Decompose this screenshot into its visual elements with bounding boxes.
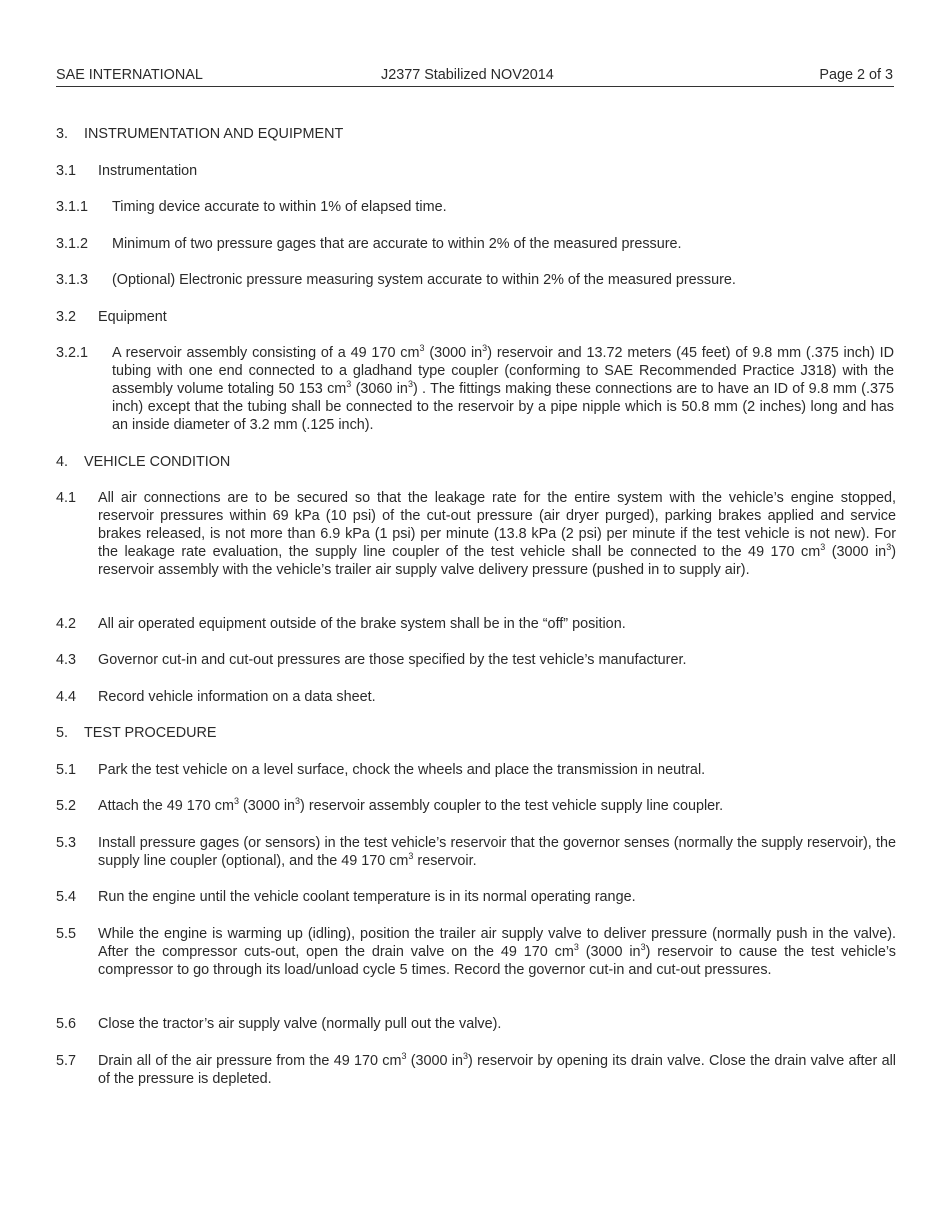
section-number: 3.1	[56, 163, 77, 179]
section-number: 4.4	[56, 689, 77, 705]
section-text: (Optional) Electronic pressure measuring system accurate to within 2% of the measured pressure.	[112, 272, 736, 288]
page-header	[56, 66, 894, 87]
section-number: 3.	[56, 126, 69, 142]
section-number: 4.2	[56, 616, 77, 632]
section-text: Governor cut-in and cut-out pressures are those specified by the test vehicle’s manufacturer.	[98, 652, 687, 668]
section-number: 5.5	[56, 926, 77, 942]
section-text: Drain all of the air pressure from the 49 170 $cm^3$ (3000 $in^3$) reservoir by opening its drain valve. Close the drain valve after all of the pressure is depleted.	[98, 1051, 896, 1087]
section-title: Equipment	[98, 309, 167, 325]
section-title: VEHICLE CONDITION	[84, 454, 231, 470]
section-number: 4.1	[56, 490, 77, 506]
section-text: Install pressure gages (or sensors) in the test vehicle’s reservoir that the governor senses (normally the supply reservoir), the supply line coupler (optional), and the 49 170 $cm^3$ reservoir.	[98, 835, 896, 869]
section-number: 5.4	[56, 889, 77, 905]
header-organization: SAE INTERNATIONAL	[56, 67, 203, 83]
section-number: 3.2.1	[56, 345, 89, 361]
header-document-id: J2377 Stabilized NOV2014	[381, 67, 554, 83]
section-title: Instrumentation	[98, 163, 198, 179]
section-text: Timing device accurate to within 1% of elapsed time.	[112, 199, 447, 215]
section-number: 3.1.3	[56, 272, 89, 288]
section-text: Close the tractor’s air supply valve (normally pull out the valve).	[98, 1016, 502, 1032]
section-number: 5.6	[56, 1016, 77, 1032]
section-number: 5.	[56, 725, 69, 741]
section-number: 5.2	[56, 798, 77, 814]
section-text: Attach the 49 170 $cm^3$ (3000 $in^3$) reservoir assembly coupler to the test vehicle supply line coupler.	[98, 796, 724, 814]
section-number: 4.	[56, 454, 69, 470]
header-page-number: Page 2 of 3	[819, 67, 893, 83]
section-number: 5.7	[56, 1053, 77, 1069]
section-number: 5.1	[56, 762, 77, 778]
section-number: 4.3	[56, 652, 77, 668]
section-text: Park the test vehicle on a level surface, chock the wheels and place the transmission in neutral.	[98, 762, 706, 778]
section-number: 5.3	[56, 835, 77, 851]
section-number: 3.1.2	[56, 236, 89, 252]
section-text: A reservoir assembly consisting of a 49 170 $cm^3$ (3000 $in^3$) reservoir and 13.72 meters (45 feet) of 9.8 mm (.375 inch) ID tubing with one end connected to a gladhand type coupler (conforming to SAE Recommended Practice J318) with the assembly volume totaling 50 153 $cm^3$ (3060 $in^3$) . The fittings making these connections are to have an ID of 9.8 mm (.375 inch) except that the tubing shall be connected to the reservoir by a pipe nipple which is 50.8 mm (2 inches) long and has an inside diameter of 3.2 mm (.125 inch).	[112, 343, 894, 433]
section-number: 3.2	[56, 309, 77, 325]
section-text: Record vehicle information on a data sheet.	[98, 689, 376, 705]
section-number: 3.1.1	[56, 199, 89, 215]
section-title: TEST PROCEDURE	[84, 725, 217, 741]
section-text: All air operated equipment outside of the brake system shall be in the “off” position.	[98, 616, 626, 632]
section-text: All air connections are to be secured so that the leakage rate for the entire system with the vehicle’s engine stopped, reservoir pressures within 69 kPa (10 psi) of the cut-out pressure (air dryer purged), parking brakes applied and service brakes released, is not more than 6.9 kPa (1 psi) per minute (13.8 kPa (2 psi) per minute if the test vehicle is not new). For the leakage rate evaluation, the supply line coupler of the test vehicle shall be connected to the 49 170 $cm^3$ (3000 $in^3$) reservoir assembly with the vehicle’s trailer air supply valve delivery pressure (pushed in to supply air).	[98, 490, 896, 578]
section-text: Run the engine until the vehicle coolant temperature is in its normal operating range.	[98, 889, 636, 905]
section-text: While the engine is warming up (idling), position the trailer air supply valve to deliver pressure (normally push in the valve). After the compressor cuts-out, open the drain valve on the 49 170 $cm^3$ (3000 $in^3$) reservoir to cause the test vehicle’s compressor to go through its load/unload cycle 5 times. Record the governor cut-in and cut-out pressures.	[98, 926, 896, 978]
section-text: Minimum of two pressure gages that are accurate to within 2% of the measured pressure.	[112, 236, 682, 252]
section-title: INSTRUMENTATION AND EQUIPMENT	[84, 126, 344, 142]
